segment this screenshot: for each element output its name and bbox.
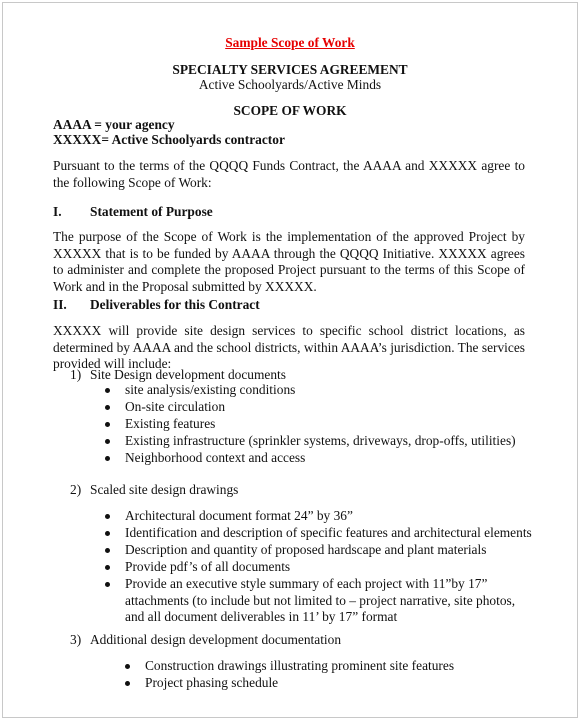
section-number: I. <box>53 204 62 219</box>
list-item: Description and quantity of proposed hardscape and plant materials <box>105 542 525 559</box>
scope-title: SCOPE OF WORK <box>233 103 347 118</box>
bullet-icon <box>105 565 110 570</box>
list-item: Construction drawings illustrating prominent site features <box>125 658 525 675</box>
bullet-icon <box>105 514 110 519</box>
list-item: Architectural document format 24” by 36” <box>105 508 525 525</box>
list-item: Project phasing schedule <box>125 675 525 692</box>
intro-paragraph: Pursuant to the terms of the QQQQ Funds Contract, the AAAA and XXXXX agree to the following Scope of Work: <box>53 158 525 190</box>
bullet-icon <box>105 531 110 536</box>
definition-contractor: XXXXX= Active Schoolyards contractor <box>53 132 285 147</box>
list-item: Provide an executive style summary of each project with 11”by 17” attachments (to include but not limited to – project narrative, site photos, and all document deliverables in 11’ by 17” format <box>105 576 525 626</box>
list-item: On-site circulation <box>105 399 525 416</box>
deliverable-number: 3) <box>70 632 82 647</box>
deliverable-title: Scaled site design drawings <box>90 482 239 497</box>
bullet-icon <box>105 439 110 444</box>
bullet-icon <box>105 456 110 461</box>
list-item: Existing infrastructure (sprinkler systems, driveways, drop-offs, utilities) <box>105 433 525 450</box>
list-item: Provide pdf’s of all documents <box>105 559 525 576</box>
deliverable-number: 1) <box>70 367 82 382</box>
bullet-icon <box>105 422 110 427</box>
deliverable-title: Site Design development documents <box>90 367 286 382</box>
definition-agency: AAAA = your agency <box>53 117 175 132</box>
deliverable-bullet-list <box>105 508 532 626</box>
list-item: Existing features <box>105 416 525 433</box>
section-title: Statement of Purpose <box>90 204 213 219</box>
list-item: site analysis/existing conditions <box>105 382 525 399</box>
deliverable-bullet-list <box>105 382 525 467</box>
bullet-icon <box>105 388 110 393</box>
agreement-title: SPECIALTY SERVICES AGREEMENT <box>172 62 408 77</box>
section-number: II. <box>53 297 67 312</box>
section-body: XXXXX will provide site design services to specific school district locations, as determined by AAAA and the school districts, within AAAA’s jurisdiction. The services provided will include: <box>53 323 525 371</box>
bullet-icon <box>105 582 110 587</box>
section-title: Deliverables for this Contract <box>90 297 260 312</box>
bullet-icon <box>105 405 110 410</box>
deliverable-title: Additional design development documentation <box>90 632 342 647</box>
bullet-icon <box>125 681 130 686</box>
section-body: The purpose of the Scope of Work is the implementation of the approved Project by XXXXX that is to be funded by AAAA through the QQQQ Initiative. XXXXX agrees to administer and complete the proposed Project pursuant to the terms of this Scope of Work and in the Proposal submitted by XXXXX. <box>53 229 525 294</box>
list-item: Identification and description of specific features and architectural elements <box>105 525 525 542</box>
agreement-subtitle: Active Schoolyards/Active Minds <box>198 77 382 92</box>
deliverable-number: 2) <box>70 482 82 497</box>
sample-title: Sample Scope of Work <box>225 35 355 50</box>
bullet-icon <box>105 548 110 553</box>
list-item: Neighborhood context and access <box>105 450 525 467</box>
deliverable-bullet-list <box>125 658 525 692</box>
bullet-icon <box>125 664 130 669</box>
